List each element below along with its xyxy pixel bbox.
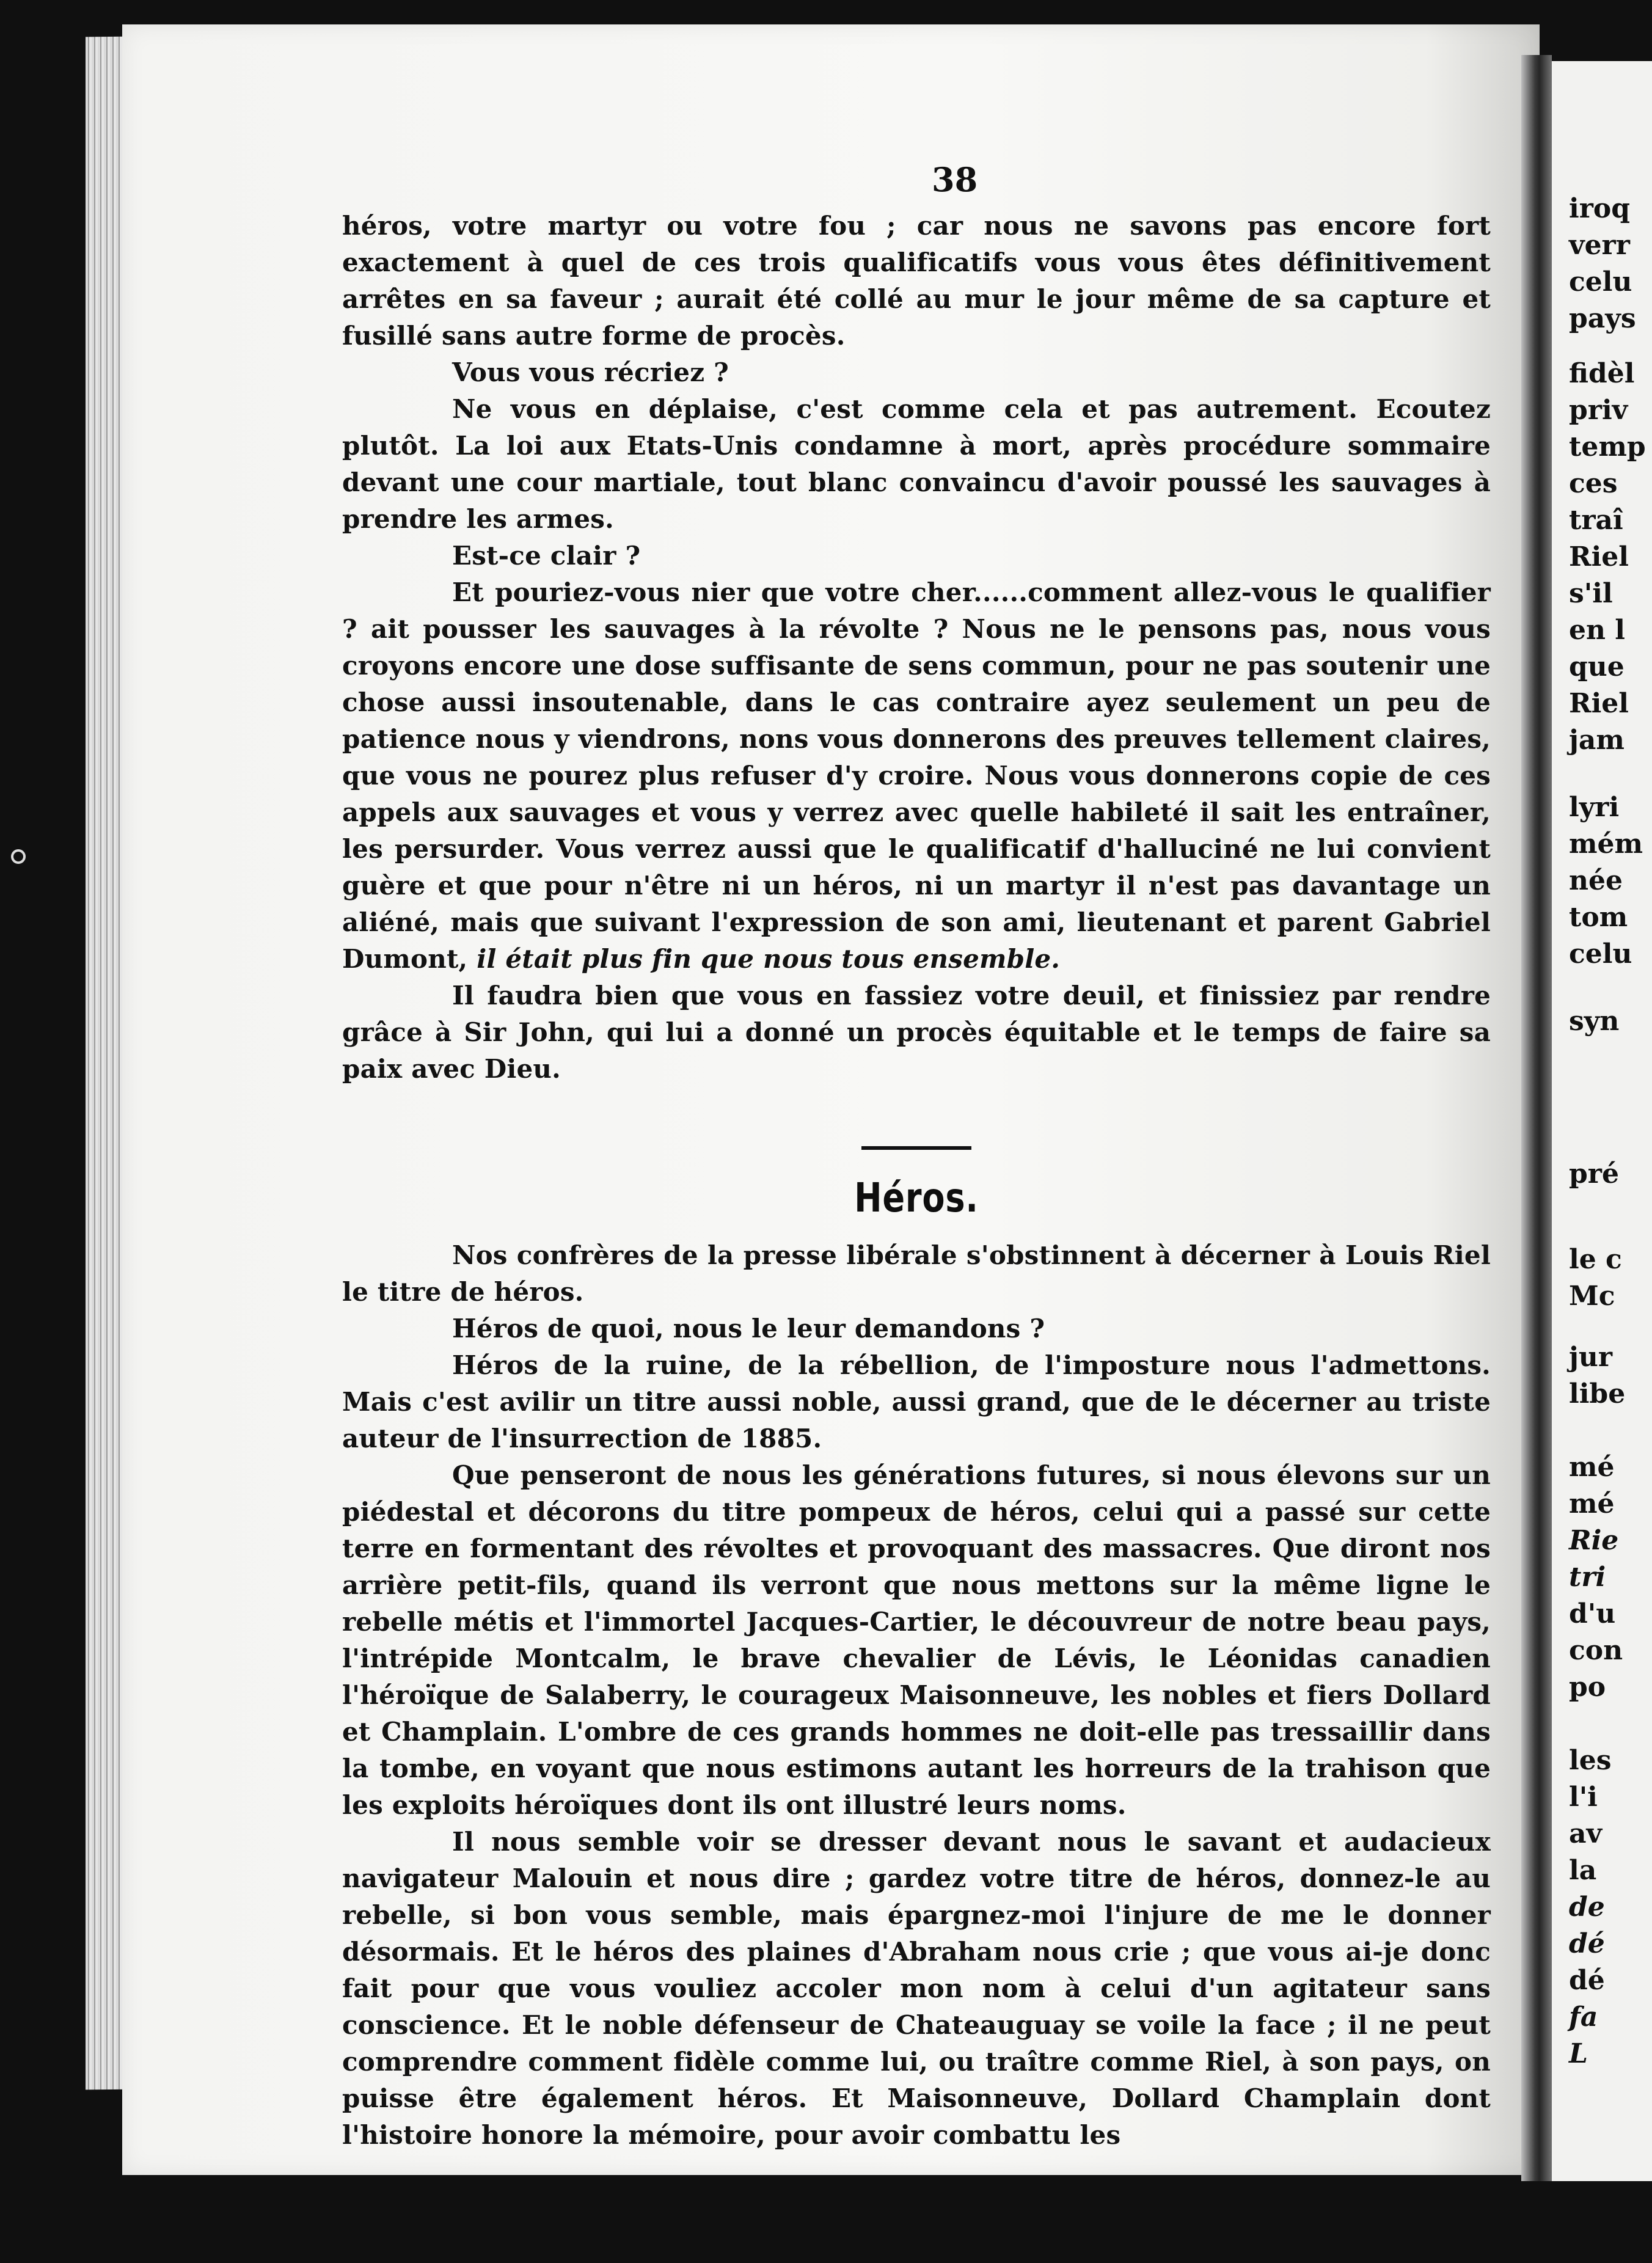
facing-page-fragment: priv: [1569, 395, 1628, 426]
facing-page-fragment: que: [1569, 651, 1625, 682]
facing-page-fragment: celu: [1569, 266, 1632, 298]
facing-page-fragment: Riel: [1569, 541, 1629, 572]
facing-page-fragment: la: [1569, 1855, 1597, 1886]
facing-page-fragment: jam: [1569, 725, 1625, 756]
facing-page-fragment: mé: [1569, 1452, 1615, 1483]
paragraph: [342, 391, 1491, 538]
facing-page-fragment: pré: [1569, 1158, 1619, 1190]
facing-page-fragment: les: [1569, 1745, 1612, 1776]
facing-page-fragment: ces: [1569, 468, 1618, 499]
paragraphs-bottom: [342, 1237, 1491, 2154]
book-gutter: [1521, 55, 1552, 2181]
paragraph: [342, 1347, 1491, 1457]
paragraph-text: Héros de la ruine, de la rébellion, de l'imposture nous l'admettons. Mais c'est avilir un titre aussi noble, aussi grand, que de le décerner au triste auteur de l'insurrection de 1885.: [342, 1350, 1491, 1453]
facing-page: [1552, 61, 1652, 2181]
facing-page-fragment: lyri: [1569, 792, 1620, 823]
facing-page-fragment: de: [1569, 1892, 1605, 1923]
facing-page-fragment: Rie: [1569, 1525, 1619, 1556]
paragraph: [342, 1457, 1491, 1824]
paragraph: [342, 1237, 1491, 1311]
scan-speck: [11, 849, 26, 864]
paragraph-text: Et pouriez-vous nier que votre cher......comment allez-vous le qualifier ? ait pousser les sauvages à la révolte ? Nous ne le pensons pas, nous vous croyons encore une dose suffisante de sens commun, pour ne pas soutenir une chose aussi insoutenable, dans le cas contraire ayez seulement un peu de patience nous y viendrons, nons vous donnerons des preuves tellement claires, que vous ne pourez plus refuser d'y croire. Nous vous donnerons copie de ces appels aux sauvages et vous y verrez avec quelle habileté il sait les entraîner, les persurder. Vous verrez aussi que le qualificatif d'halluciné ne lui convient guère et que pour n'être ni un héros, ni un martyr il n'est pas davantage un aliéné, mais que suivant l'expression de son ami, lieutenant et parent Gabriel Dumont,: [342, 577, 1491, 974]
facing-page-fragment: mém: [1569, 828, 1643, 860]
facing-page-fragment: d'u: [1569, 1598, 1616, 1629]
facing-page-fragment: s'il: [1569, 578, 1613, 609]
paragraph-text: Est-ce clair ?: [452, 541, 641, 571]
paragraph: [342, 574, 1491, 978]
section-heading: Héros.: [854, 1174, 979, 1221]
facing-page-fragment: pays: [1569, 303, 1636, 334]
paragraph-text: Ne vous en déplaise, c'est comme cela et pas autrement. Ecoutez plutôt. La loi aux Etats-Unis condamne à mort, après procédure sommaire devant une cour martiale, tout blanc convaincu d'avoir poussé les sauvages à prendre les armes.: [342, 394, 1491, 534]
paragraph: [342, 978, 1491, 1088]
paragraph-text: héros, votre martyr ou votre fou ; car nous ne savons pas encore fort exactement à quel de ces trois qualificatifs vous vous êtes définitivement arrêtes en sa faveur ; aurait été collé au mur le jour même de sa capture et fusillé sans autre forme de procès.: [342, 211, 1491, 351]
facing-page-fragment: iroq: [1569, 193, 1631, 224]
page-content: [342, 208, 1491, 2154]
facing-page-fragment: con: [1569, 1635, 1623, 1666]
facing-page-fragment: tom: [1569, 902, 1628, 933]
facing-page-fragment: dé: [1569, 1928, 1605, 1959]
paragraph-text: Il nous semble voir se dresser devant nous le savant et audacieux navigateur Malouin et nous dire ; gardez votre titre de héros, donnez-le au rebelle, si bon vous semble, mais épargnez-moi l'injure de me le donner désormais. Et le héros des plaines d'Abraham nous crie ; que vous ai-je donc fait pour que vous vouliez accoler mon nom à celui d'un agitateur sans conscience. Et le noble défenseur de Chateauguay se voile la face ; il ne peut comprendre comment fidèle comme lui, ou traître comme Riel, à son pays, on puisse être également héros. Et Maisonneuve, Dollard Champlain dont l'histoire honore la mémoire, pour avoir combattu les: [342, 1827, 1491, 2150]
facing-page-fragment: Riel: [1569, 688, 1629, 719]
section-rule: [861, 1146, 971, 1150]
facing-page-fragment: verr: [1569, 230, 1630, 261]
paragraph-text: Héros de quoi, nous le leur demandons ?: [452, 1314, 1045, 1344]
paragraph: [342, 354, 1491, 391]
facing-page-fragment: libe: [1569, 1378, 1626, 1409]
facing-page-fragment: née: [1569, 865, 1623, 896]
facing-page-fragment: L: [1569, 2038, 1588, 2069]
page-number: 38: [932, 160, 978, 199]
facing-page-fragment: jur: [1569, 1342, 1613, 1373]
facing-page-fragment: tri: [1569, 1562, 1606, 1593]
facing-page-fragment: fidèl: [1569, 358, 1635, 389]
paragraph: [342, 538, 1491, 574]
paragraph: [342, 1824, 1491, 2154]
facing-page-fragment: syn: [1569, 1006, 1620, 1037]
paragraph: [342, 208, 1491, 354]
facing-page-fragment: celu: [1569, 938, 1632, 970]
facing-page-fragment: Mc: [1569, 1281, 1615, 1312]
paragraph: [342, 1311, 1491, 1347]
facing-page-fragment: l'i: [1569, 1782, 1598, 1813]
facing-page-fragment: dé: [1569, 1965, 1605, 1996]
facing-page-fragment: en l: [1569, 615, 1626, 646]
paragraph-text: Nos confrères de la presse libérale s'obstinnent à décerner à Louis Riel le titre de héros.: [342, 1240, 1491, 1307]
facing-page-fragment: fa: [1569, 2002, 1598, 2033]
paragraph-text: Il faudra bien que vous en fassiez votre deuil, et finissiez par rendre grâce à Sir John, qui lui a donné un procès équitable et le temps de faire sa paix avec Dieu.: [342, 981, 1491, 1084]
paragraphs-top: [342, 208, 1491, 1088]
facing-page-fragment: mé: [1569, 1488, 1615, 1519]
facing-page-fragment: temp: [1569, 431, 1646, 462]
facing-page-fragment: po: [1569, 1672, 1606, 1703]
italic-quote: il était plus fin que nous tous ensemble.: [477, 944, 1061, 974]
paragraph-text: Que penseront de nous les générations futures, si nous élevons sur un piédestal et décorons du titre pompeux de héros, celui qui a passé sur cette terre en formentant des révoltes et provoquant des massacres. Que diront nos arrière petit-fils, quand ils verront que nous mettons sur la même ligne le rebelle métis et l'immortel Jacques-Cartier, le découvreur de notre beau pays, l'intrépide Montcalm, le brave chevalier de Lévis, le Léonidas canadien l'héroïque de Salaberry, le courageux Maisonneuve, les nobles et fiers Dollard et Champlain. L'ombre de ces grands hommes ne doit-elle pas tressaillir dans la tombe, en voyant que nous estimons autant les horreurs de la trahison que les exploits héroïques dont ils ont illustré leurs noms.: [342, 1460, 1491, 1820]
facing-page-fragment: traî: [1569, 505, 1623, 536]
facing-page-fragment: av: [1569, 1818, 1603, 1849]
paragraph-text: Vous vous récriez ?: [452, 357, 729, 387]
facing-page-fragment: le c: [1569, 1244, 1622, 1275]
